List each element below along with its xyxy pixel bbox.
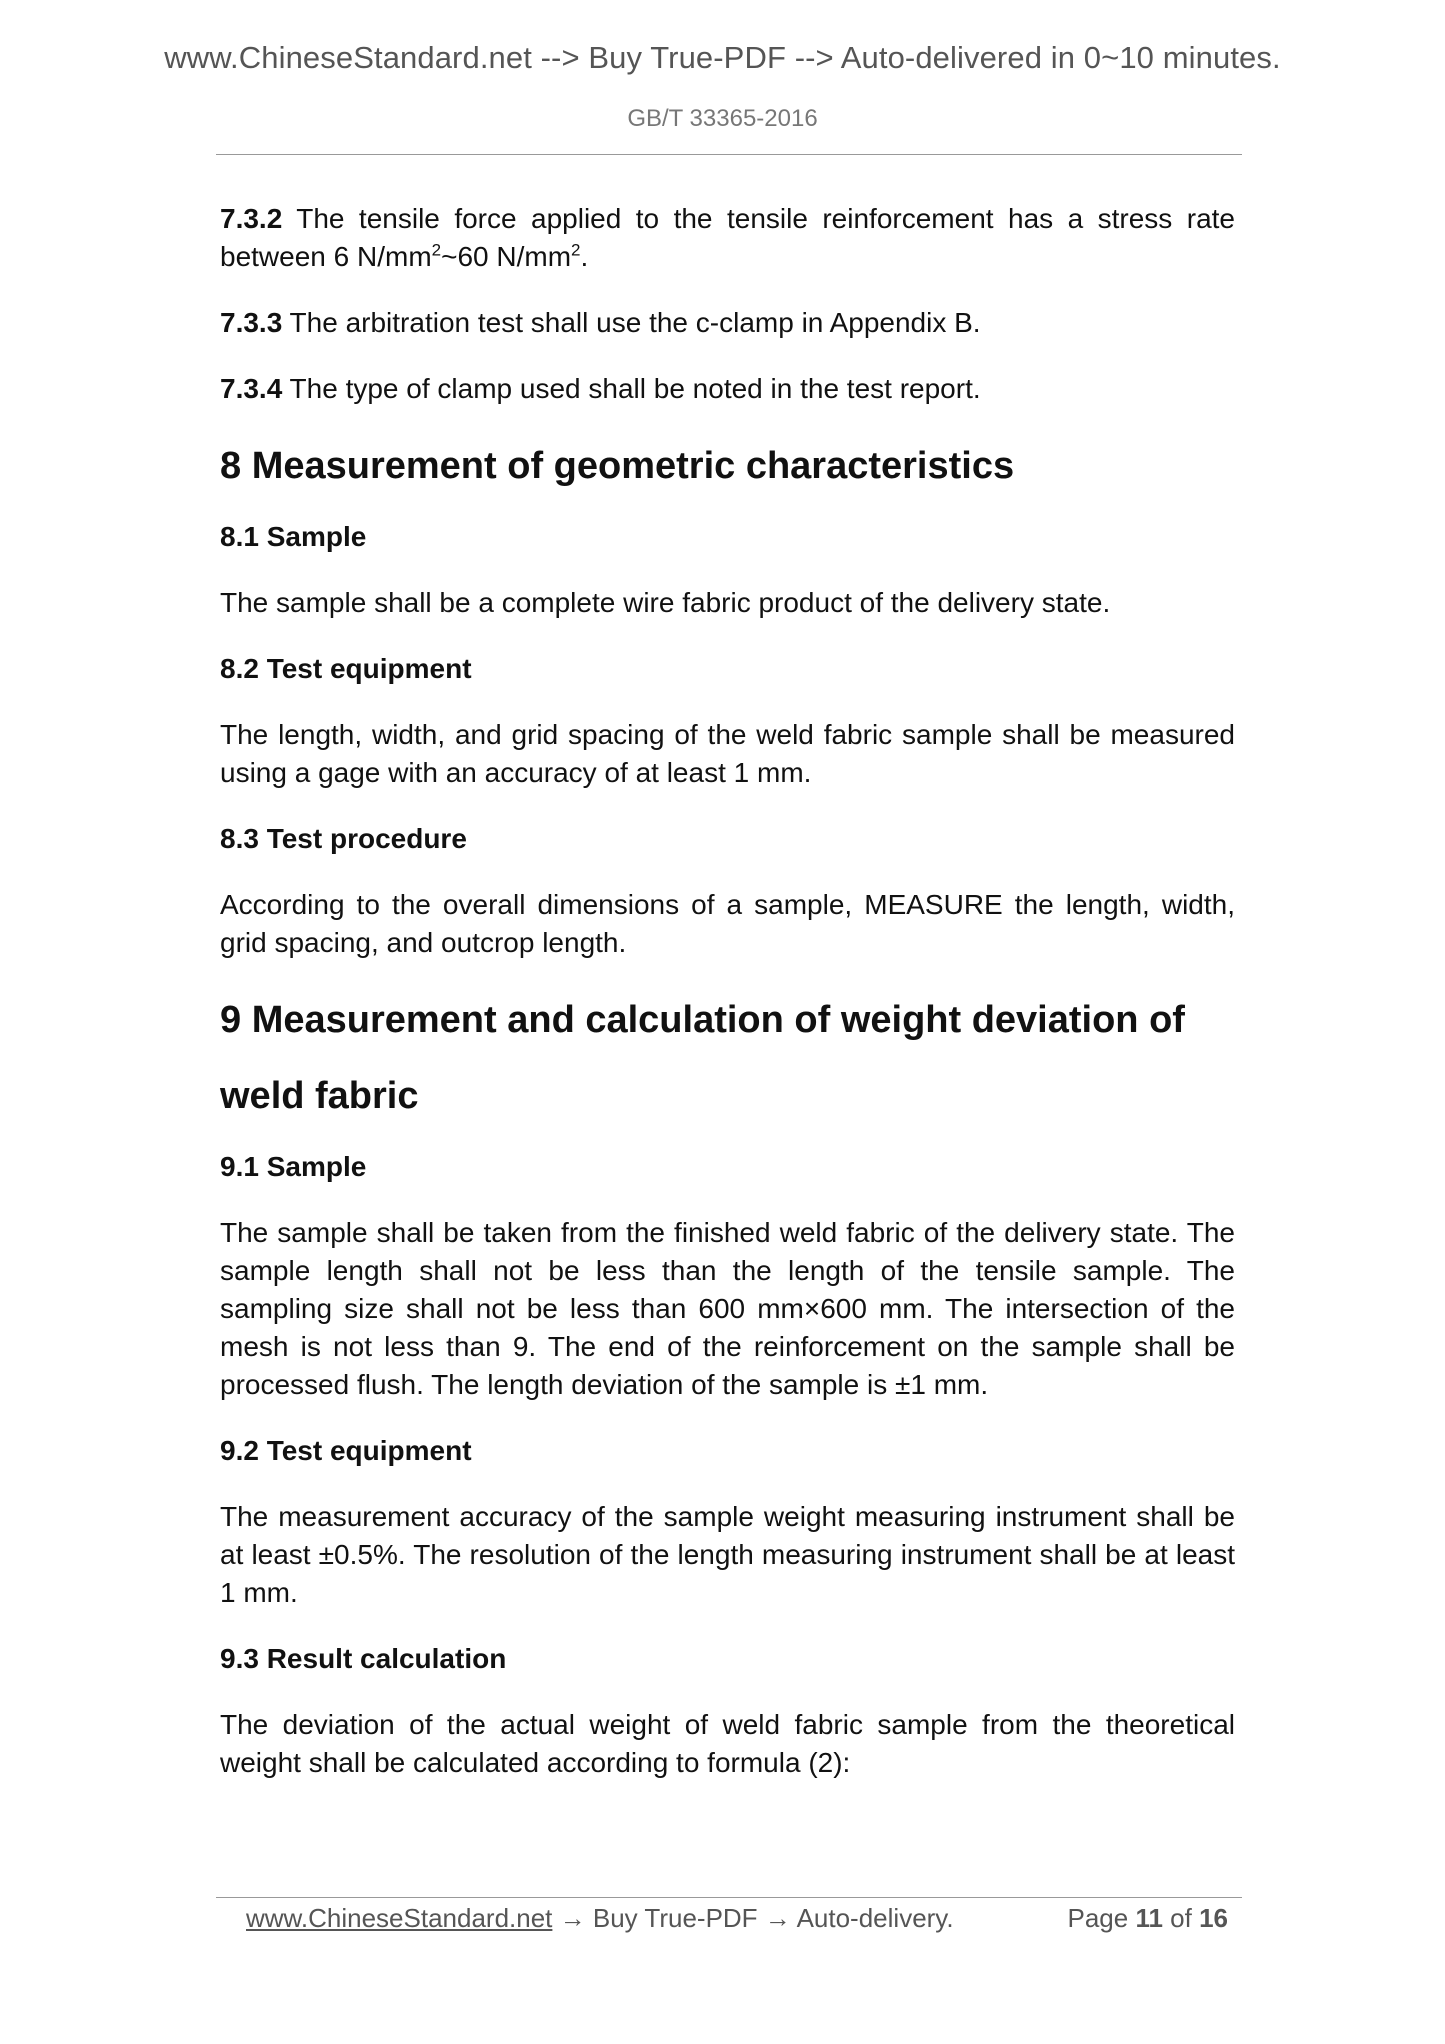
section-8-heading: 8 Measurement of geometric characteristics <box>220 445 1015 487</box>
clause-text-end: . <box>580 241 589 272</box>
clause-7-3-3 <box>220 304 1235 342</box>
section-9-2-heading: 9.2 Test equipment <box>220 1435 472 1466</box>
clause-text: The tensile force applied to the tensile reinforcement has a stress rate between 6 N/mm <box>220 203 1235 272</box>
footer-promo <box>246 1903 954 1934</box>
standard-number: GB/T 33365-2016 <box>627 105 818 132</box>
section-9-heading-line1: 9 Measurement and calculation of weight deviation of <box>220 999 1185 1041</box>
clause-number: 7.3.2 <box>220 203 283 234</box>
section-8-3-text: According to the overall dimensions of a sample, MEASURE the length, width, grid spacing, and outcrop length. <box>220 889 1235 958</box>
section-9-3-heading: 9.3 Result calculation <box>220 1643 507 1674</box>
section-8-3-heading: 8.3 Test procedure <box>220 823 467 854</box>
footer-promo-text: → Buy True-PDF → Auto-delivery. <box>552 1903 954 1933</box>
header-divider <box>216 154 1242 155</box>
page-indicator <box>1067 1903 1228 1934</box>
page-current: 11 <box>1135 1903 1163 1933</box>
page-footer <box>246 1903 1236 1943</box>
superscript: 2 <box>571 240 581 260</box>
footer-site-link[interactable]: www.ChineseStandard.net <box>246 1903 553 1933</box>
superscript: 2 <box>431 240 442 260</box>
clause-text: The arbitration test shall use the c-clamp in Appendix B. <box>282 307 981 338</box>
section-9-1-text: The sample shall be taken from the finished weld fabric of the delivery state. The sample length shall not be less than the length of the tensile sample. The sampling size shall not be less than 600 mm×600 mm. The intersection of the mesh is not less than 9. The end of the reinforcement on the sample shall be processed flush. The length deviation of the sample is ±1 mm. <box>220 1217 1235 1400</box>
section-9-3-text: The deviation of the actual weight of weld fabric sample from the theoretical weight shall be calculated according to formula (2): <box>220 1709 1235 1778</box>
section-8-2-text: The length, width, and grid spacing of the weld fabric sample shall be measured using a gage with an accuracy of at least 1 mm. <box>220 719 1235 788</box>
page-total: 16 <box>1199 1903 1228 1933</box>
section-8-2-heading: 8.2 Test equipment <box>220 653 472 684</box>
clause-number: 7.3.3 <box>220 307 283 338</box>
clause-7-3-4 <box>220 370 1235 408</box>
clause-number: 7.3.4 <box>220 373 283 404</box>
clause-text-mid: ~60 N/mm <box>441 241 572 272</box>
section-9-2-text: The measurement accuracy of the sample weight measuring instrument shall be at least ±0.5%. The resolution of the length measuring instrument shall be at least 1 mm. <box>220 1501 1235 1608</box>
section-8-1-heading: 8.1 Sample <box>220 521 367 552</box>
footer-divider <box>216 1897 1242 1898</box>
section-9-1-heading: 9.1 Sample <box>220 1151 367 1182</box>
top-banner: www.ChineseStandard.net --> Buy True-PDF --> Auto-delivered in 0~10 minutes. <box>164 40 1281 75</box>
section-8-1-text: The sample shall be a complete wire fabric product of the delivery state. <box>220 587 1111 618</box>
document-body <box>220 200 1235 1782</box>
clause-7-3-2 <box>220 200 1235 276</box>
of-label: of <box>1162 1903 1200 1933</box>
page-label: Page <box>1067 1903 1136 1933</box>
clause-text: The type of clamp used shall be noted in the test report. <box>282 373 981 404</box>
section-9-heading-line2: weld fabric <box>220 1075 419 1117</box>
